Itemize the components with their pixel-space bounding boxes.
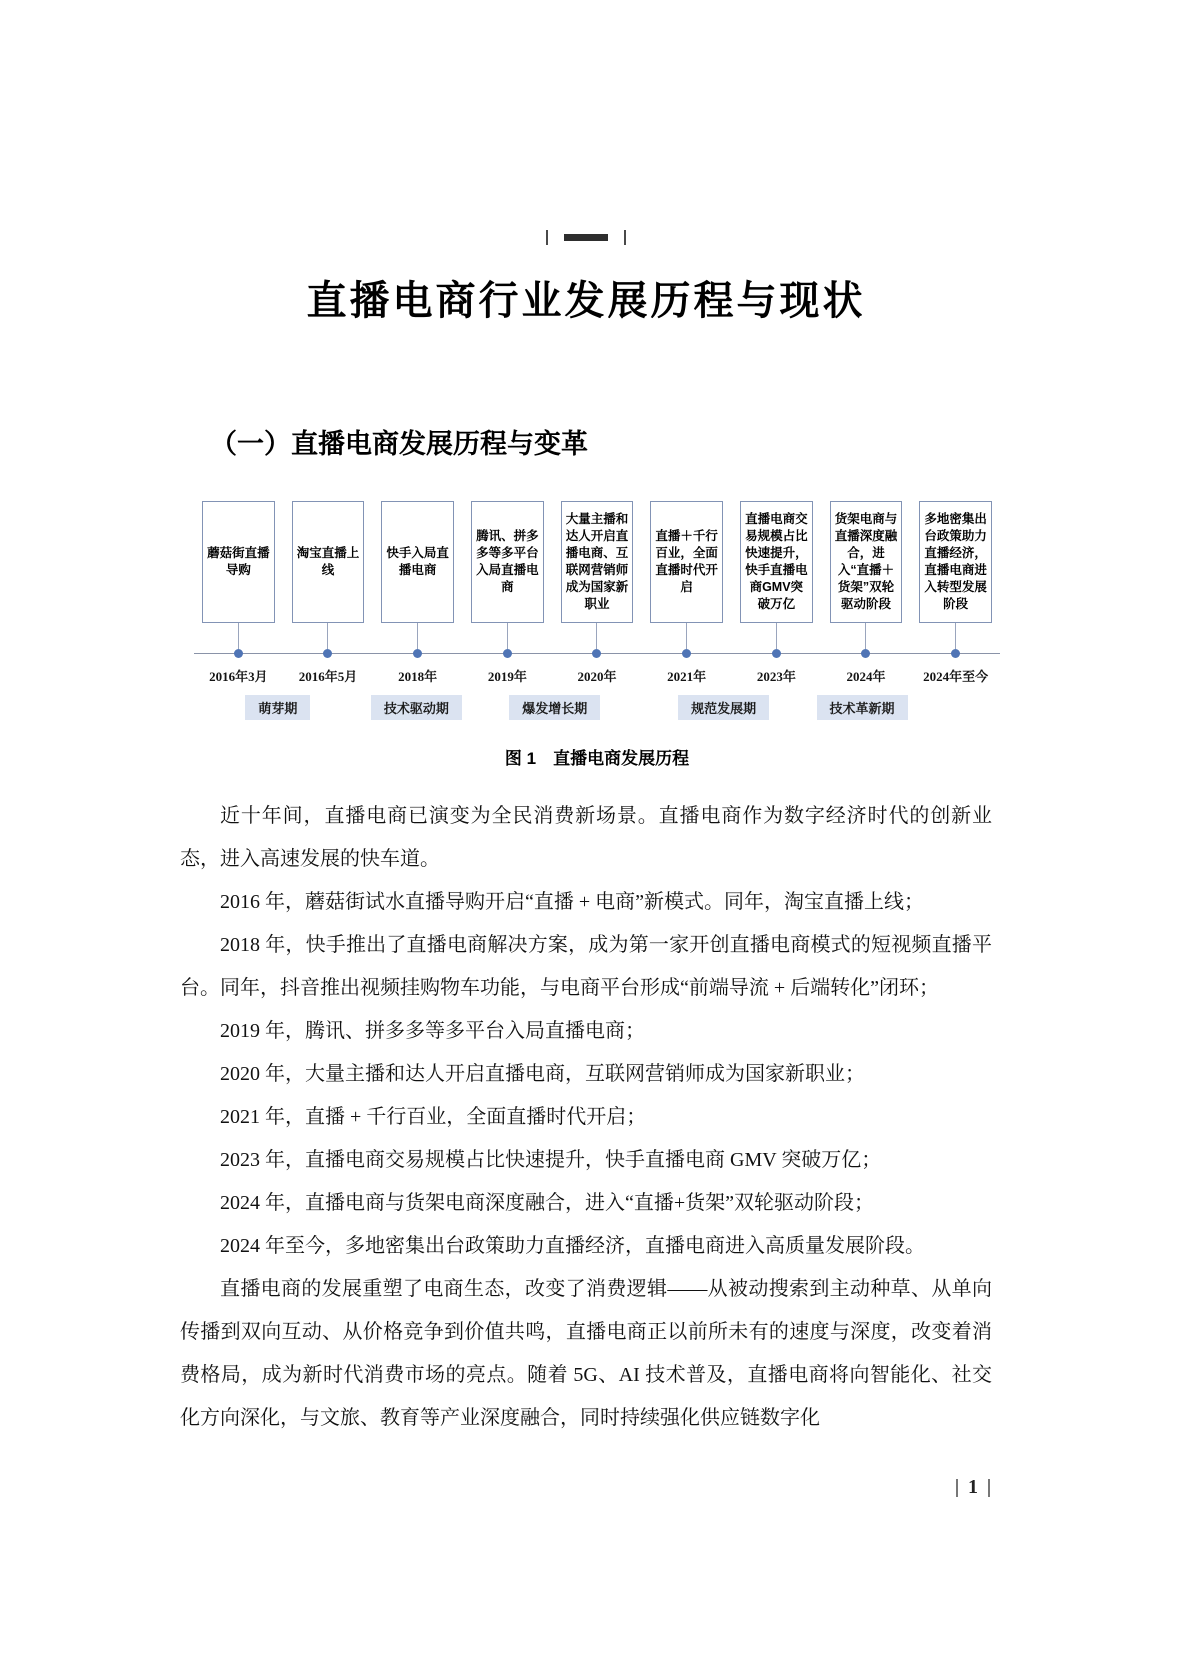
ornament-dash bbox=[564, 234, 608, 241]
page-number-bar-right bbox=[988, 1479, 990, 1497]
timeline-phase bbox=[202, 695, 354, 720]
milestone-year: 2018年 bbox=[398, 669, 438, 684]
milestone-connector bbox=[865, 623, 866, 649]
ornament-bar-right bbox=[624, 230, 626, 245]
milestone-dot bbox=[951, 649, 960, 658]
timeline-milestone bbox=[381, 501, 454, 658]
milestone-label: 淘宝直播上线 bbox=[296, 546, 360, 577]
timeline-phase bbox=[648, 695, 800, 720]
phase-label: 爆发增长期 bbox=[509, 695, 600, 720]
timeline-milestone bbox=[561, 501, 634, 658]
page-content bbox=[180, 0, 992, 1440]
body-paragraph: 2020 年，大量主播和达人开启直播电商，互联网营销师成为国家新职业； bbox=[220, 1063, 865, 1085]
figure-caption: 图 1 直播电商发展历程 bbox=[504, 749, 690, 768]
milestone-box bbox=[471, 501, 544, 623]
milestone-year: 2021年 bbox=[667, 669, 707, 684]
milestone-connector bbox=[596, 623, 597, 649]
milestone-connector bbox=[955, 623, 956, 649]
page-number: 1 bbox=[968, 1476, 978, 1498]
phase-label: 规范发展期 bbox=[678, 695, 769, 720]
milestone-box bbox=[381, 501, 454, 623]
milestone-dot bbox=[413, 649, 422, 658]
timeline-milestone bbox=[471, 501, 544, 658]
page-title: 直播电商行业发展历程与现状 bbox=[306, 279, 866, 323]
phase-label: 技术革新期 bbox=[817, 695, 908, 720]
milestone-box bbox=[292, 501, 365, 623]
phase-label: 萌芽期 bbox=[245, 695, 310, 720]
ornament-bar-left bbox=[546, 230, 548, 245]
milestone-year: 2024年至今 bbox=[923, 669, 989, 684]
milestone-box bbox=[919, 501, 992, 623]
timeline-phase bbox=[371, 695, 462, 720]
timeline-columns bbox=[202, 501, 992, 658]
body-paragraph: 2019 年，腾讯、拼多多等多平台入局直播电商； bbox=[220, 1020, 645, 1042]
body-paragraph: 2021 年，直播 + 千行百业，全面直播时代开启； bbox=[220, 1106, 647, 1128]
page-number-bar-left bbox=[956, 1479, 958, 1497]
milestone-year: 2016年3月 bbox=[209, 669, 268, 684]
milestone-dot bbox=[861, 649, 870, 658]
milestone-box bbox=[650, 501, 723, 623]
section-heading: （一）直播电商发展历程与变革 bbox=[210, 429, 588, 459]
body-paragraph: 2016 年，蘑菇街试水直播导购开启“直播 + 电商”新模式。同年，淘宝直播上线； bbox=[220, 891, 925, 913]
timeline-phase bbox=[479, 695, 631, 720]
body-paragraph: 直播电商的发展重塑了电商生态，改变了消费逻辑——从被动搜索到主动种草、从单向传播到双向互动、从价格竞争到价值共鸣，直播电商正以前所未有的速度与深度，改变着消费格局，成为新时代消费市场的亮点。随着 5G、AI 技术普及，直播电商将向智能化、社交化方向深化，与文旅、教育等产业深度融合，同时持续强化供应链数字化 bbox=[180, 1278, 992, 1429]
milestone-dot bbox=[323, 649, 332, 658]
milestone-year: 2024年 bbox=[846, 669, 886, 684]
timeline-years bbox=[202, 666, 992, 685]
milestone-box bbox=[561, 501, 634, 623]
milestone-box bbox=[740, 501, 813, 623]
milestone-dot bbox=[682, 649, 691, 658]
body-paragraph: 近十年间，直播电商已演变为全民消费新场景。直播电商作为数字经济时代的创新业态，进入高速发展的快车道。 bbox=[180, 805, 992, 870]
milestone-connector bbox=[238, 623, 239, 649]
milestone-label: 大量主播和达人开启直播电商、互联网营销师成为国家新职业 bbox=[565, 512, 629, 611]
body-paragraph: 2024 年至今，多地密集出台政策助力直播经济，直播电商进入高质量发展阶段。 bbox=[220, 1235, 925, 1257]
milestone-year: 2016年5月 bbox=[298, 669, 358, 684]
milestone-dot bbox=[503, 649, 512, 658]
timeline-milestone bbox=[919, 501, 992, 658]
body-text bbox=[180, 795, 992, 1440]
milestone-label: 直播＋千行百业，全面直播时代开启 bbox=[655, 529, 718, 594]
milestone-connector bbox=[776, 623, 777, 649]
milestone-connector bbox=[507, 623, 508, 649]
timeline-milestone bbox=[202, 501, 275, 658]
milestone-year: 2020年 bbox=[577, 669, 617, 684]
milestone-dot bbox=[592, 649, 601, 658]
timeline-phases bbox=[202, 695, 992, 720]
milestone-connector bbox=[327, 623, 328, 649]
milestone-label: 蘑菇街直播导购 bbox=[207, 546, 270, 577]
body-paragraph: 2024 年，直播电商与货架电商深度融合，进入“直播+货架”双轮驱动阶段； bbox=[220, 1192, 875, 1214]
body-paragraph: 2018 年，快手推出了直播电商解决方案，成为第一家开创直播电商模式的短视频直播平台。同年，抖音推出视频挂购物车功能，与电商平台形成“前端导流 + 后端转化”闭环； bbox=[180, 934, 992, 999]
milestone-label: 直播电商交易规模占比快速提升，快手直播电商GMV突破万亿 bbox=[745, 512, 808, 611]
milestone-year: 2019年 bbox=[487, 669, 527, 684]
timeline-milestone bbox=[830, 501, 903, 658]
milestone-dot bbox=[772, 649, 781, 658]
milestone-label: 货架电商与直播深度融合，进入“直播＋货架”双轮驱动阶段 bbox=[834, 512, 898, 611]
milestone-label: 多地密集出台政策助力直播经济，直播电商进入转型发展阶段 bbox=[924, 512, 987, 611]
header-ornament bbox=[180, 230, 992, 245]
milestone-year: 2023年 bbox=[756, 669, 796, 684]
milestone-connector bbox=[686, 623, 687, 649]
phase-label: 技术驱动期 bbox=[371, 695, 462, 720]
timeline-milestone bbox=[740, 501, 813, 658]
page-footer bbox=[956, 1476, 990, 1499]
timeline-milestone bbox=[292, 501, 365, 658]
milestone-dot bbox=[234, 649, 243, 658]
milestone-label: 快手入局直播电商 bbox=[386, 546, 449, 577]
milestone-box bbox=[830, 501, 903, 623]
timeline-phase bbox=[817, 695, 908, 720]
milestone-connector bbox=[417, 623, 418, 649]
timeline-milestone bbox=[650, 501, 723, 658]
milestone-label: 腾讯、拼多多等多平台入局直播电商 bbox=[476, 529, 539, 594]
milestone-box bbox=[202, 501, 275, 623]
timeline-wrap bbox=[202, 501, 992, 720]
timeline-figure bbox=[202, 501, 992, 769]
body-paragraph: 2023 年，直播电商交易规模占比快速提升，快手直播电商 GMV 突破万亿； bbox=[220, 1149, 882, 1171]
